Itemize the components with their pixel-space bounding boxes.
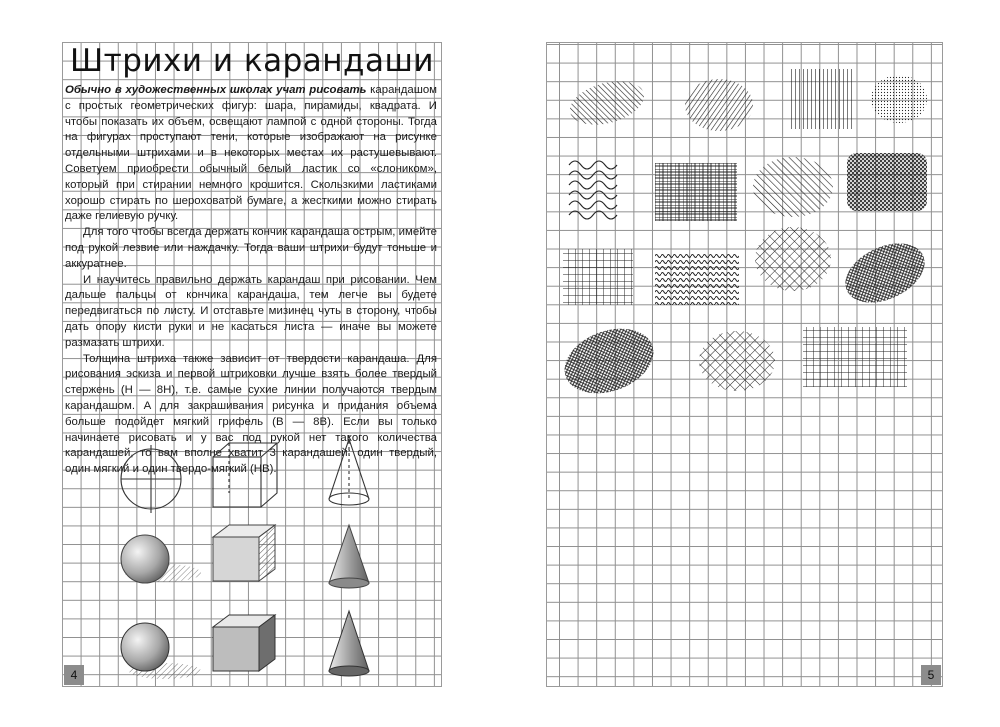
sphere-sketch [121,445,181,513]
sphere-shaded [121,623,201,679]
cone-hatched [329,525,369,588]
hatch-sample-5 [569,161,617,219]
hatch-sample-6 [655,163,737,221]
paragraph-3: И научитесь правильно держать карандаш при рисовании. Чем дальше пальцы от кончика карандаша, тем легче вы будете передвигаться по листу. И отставьте мизинец чуть в сторону, чтобы дать опору кисти руки и не касаться листа — иначе вы можете размазать штрихи. [65,273,437,349]
right-page [546,42,943,687]
paragraph-2: Для того чтобы всегда держать кончик карандаша острым, имейте под рукой лезвие или наждачку. Тогда ваши штрихи будут тоньше и аккуратнее. [65,226,437,270]
paragraph-4: Толщина штриха также зависит от твердости карандаша. Для рисования эскиза и первой штриховки лучше взять более твердый стержень (H — 8H), т.е. самые сухие линии получаются твердым карандашом. А для закрашивания рисунка и придания объема больше подойдет мягкий грифель (В — 8В). Если вы только начинаете рисовать и у вас под рукой нет такого количества карандашей, то вам вполне хватит 3 карандашей: один твердый, один мягкий и один твердо-мягкий (HB). [65,352,437,476]
cone-shaded [329,611,369,676]
left-page [62,42,442,687]
sphere-hatched [121,535,201,583]
hatch-sample-9 [563,249,633,305]
hatch-sample-13 [556,317,663,405]
cube-shaded [213,615,275,671]
cone-sketch [329,435,369,505]
hatch-sample-3 [791,69,855,129]
hatch-sample-4 [871,75,927,123]
hatch-sample-12 [836,232,934,315]
paragraph-1 [65,83,437,225]
cube-sketch [213,443,277,507]
hatch-sample-14 [699,331,775,391]
hatch-sample-10 [655,253,739,305]
intro-bold: Обычно в художественных школах учат рисовать [65,84,367,96]
page-number: 4 [64,665,84,685]
intro-rest: карандашом с простых геометрических фигур: шара, пирамиды, квадрата. И чтобы показать их объем, освещают лампой с одной стороны. Тогда на фигурах проступают тени, которые изображают на рисунке отдельными штрихами и в некоторых местах их растушевывают. Советуем приобрести обычный белый ластик со «слоником», который при стирании немного крошится. Скользкими ластиками хорошо стирать по шероховатой бумаге, а жесткими можно стирать даже гелиевую ручку. [65,84,437,223]
hatch-sample-8 [847,153,927,211]
hatch-sample-11 [755,227,831,291]
geometric-figures-illustration [63,433,441,683]
hatching-samples [547,43,942,423]
hatch-sample-7 [753,157,833,217]
hatch-sample-15 [803,327,907,387]
hatch-sample-2 [685,79,753,131]
page-title: Штрихи и карандаши [70,43,434,79]
body-text [65,83,437,478]
page-number: 5 [921,665,941,685]
cube-hatched [213,525,275,581]
hatch-sample-1 [565,74,649,132]
